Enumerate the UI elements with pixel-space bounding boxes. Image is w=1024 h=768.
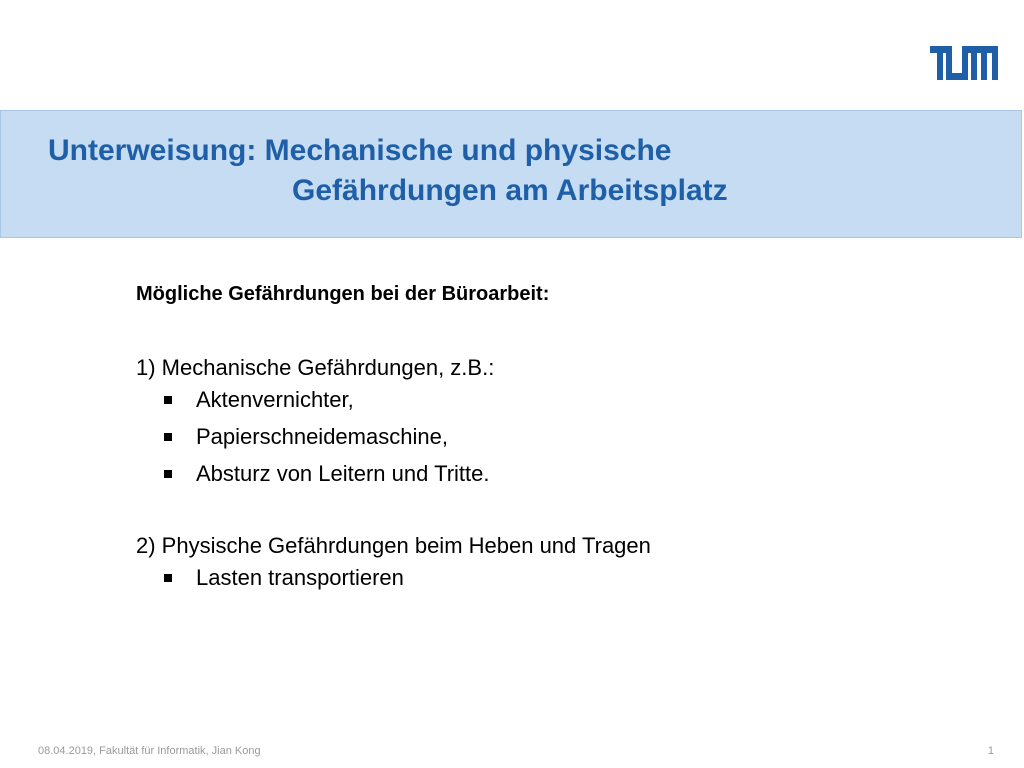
square-bullet-icon	[164, 396, 172, 404]
bullet-list-physical	[136, 564, 956, 592]
page-number: 1	[987, 745, 994, 757]
tum-logo-icon	[930, 46, 998, 80]
list-item	[136, 386, 956, 414]
square-bullet-icon	[164, 433, 172, 441]
slide-title-line-1: Unterweisung: Mechanische und physische	[48, 134, 672, 167]
list-item	[136, 460, 956, 488]
tum-logo-svg	[930, 46, 998, 80]
list-item	[136, 423, 956, 451]
square-bullet-icon	[164, 574, 172, 582]
content-heading: Mögliche Gefährdungen bei der Büroarbeit:	[136, 283, 550, 305]
section-title-physical: 2) Physische Gefährdungen beim Heben und Tragen	[136, 533, 651, 558]
list-item-text: Papierschneidemaschine,	[196, 424, 448, 449]
footer-info: 08.04.2019, Fakultät für Informatik, Jian Kong	[38, 745, 261, 757]
list-item-text: Aktenvernichter,	[196, 387, 354, 412]
list-item-text: Absturz von Leitern und Tritte.	[196, 461, 490, 486]
slide-title-line-2: Gefährdungen am Arbeitsplatz	[292, 174, 728, 207]
square-bullet-icon	[164, 470, 172, 478]
bullet-list-mechanical	[136, 386, 956, 488]
section-title-mechanical: 1) Mechanische Gefährdungen, z.B.:	[136, 355, 495, 380]
list-item	[136, 564, 956, 592]
slide-content	[136, 280, 956, 636]
list-item-text: Lasten transportieren	[196, 565, 404, 590]
